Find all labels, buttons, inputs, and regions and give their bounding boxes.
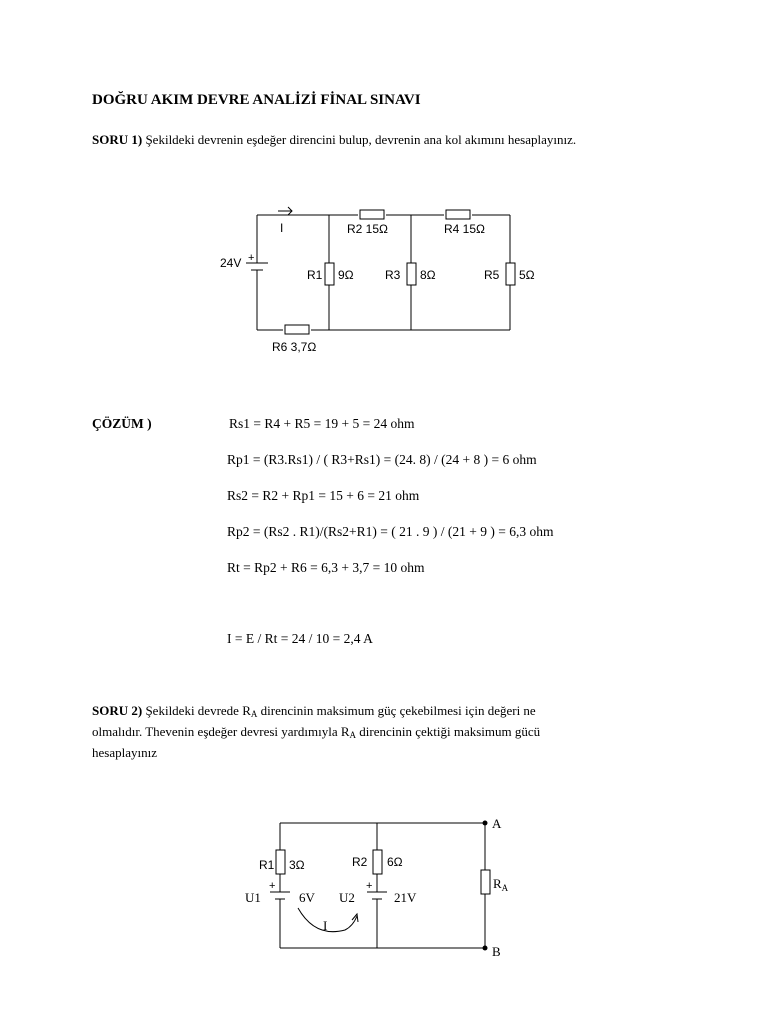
r2-label: R2 15Ω — [347, 222, 388, 236]
source-label: 24V — [220, 256, 242, 270]
resistor-r6 — [285, 325, 309, 334]
question-2-line-3: hesaplayınız — [92, 745, 157, 760]
current-arrow-icon — [298, 908, 357, 932]
r5-label: R5 — [484, 268, 500, 282]
u2-plus-sign: + — [366, 880, 373, 892]
solution-line-4: Rp2 = (Rs2 . R1)/(Rs2+R1) = ( 21 . 9 ) / (21 + 9 ) = 6,3 ohm — [227, 524, 554, 539]
circuit-diagram-1 — [210, 195, 550, 360]
node-b-dot — [483, 946, 488, 951]
solution-line-1: Rs1 = R4 + R5 = 19 + 5 = 24 ohm — [229, 416, 415, 431]
solution-line-2: Rp1 = (R3.Rs1) / ( R3+Rs1) = (24. 8) / (24 + 8 ) = 6 ohm — [227, 452, 537, 467]
u2-value: 21V — [394, 890, 417, 905]
resistor-r5 — [506, 263, 515, 285]
u1-value: 6V — [299, 890, 315, 905]
r6-label: R6 3,7Ω — [272, 340, 317, 354]
question-1 — [92, 131, 576, 149]
r4-label: R4 15Ω — [444, 222, 485, 236]
resistor-r1 — [276, 850, 285, 874]
solution-line-5: Rt = Rp2 + R6 = 6,3 + 3,7 = 10 ohm — [227, 560, 425, 575]
node-a-dot — [483, 821, 488, 826]
node-a-label: A — [492, 816, 502, 831]
u1-plus-sign: + — [269, 880, 276, 892]
question-2-label: SORU 2) — [92, 703, 143, 718]
current-label: I — [323, 918, 328, 933]
u1-label: U1 — [245, 890, 261, 905]
question-2 — [92, 702, 540, 762]
resistor-ra — [481, 870, 490, 894]
resistor-r2 — [373, 850, 382, 874]
resistor-r1 — [325, 263, 334, 285]
resistor-r2 — [360, 210, 384, 219]
question-1-label: SORU 1) — [92, 132, 143, 147]
resistor-r3 — [407, 263, 416, 285]
r2-value: 6Ω — [387, 855, 403, 869]
circuit-diagram-2 — [235, 808, 525, 968]
r2-label: R2 — [352, 855, 368, 869]
solution-label: ÇÖZÜM ) — [92, 416, 152, 431]
question-2-line-1: SORU 2) Şekildeki devrede $R_A$ direncinin maksimum güç çekebilmesi için değeri ne — [92, 703, 536, 719]
ra-label: $R_A$ — [493, 876, 509, 893]
u2-label: U2 — [339, 890, 355, 905]
r5-value: 5Ω — [519, 268, 535, 282]
r1-value: 9Ω — [338, 268, 354, 282]
r3-value: 8Ω — [420, 268, 436, 282]
source-plus-sign: + — [248, 252, 255, 264]
question-2-line-2: olmalıdır. Thevenin eşdeğer devresi yardımıyla $R_A$ direncinin çektiği maksimum gücü — [92, 724, 541, 740]
node-b-label: B — [492, 944, 501, 959]
r1-label: R1 — [307, 268, 323, 282]
r1-value: 3Ω — [289, 858, 305, 872]
question-1-text: Şekildeki devrenin eşdeğer direncini bulup, devrenin ana kol akımını hesaplayınız. — [145, 132, 577, 147]
current-label: I — [280, 221, 284, 235]
r3-label: R3 — [385, 268, 401, 282]
resistor-r4 — [446, 210, 470, 219]
solution-line-6: I = E / Rt = 24 / 10 = 2,4 A — [227, 631, 373, 646]
r1-label: R1 — [259, 858, 275, 872]
page-title: DOĞRU AKIM DEVRE ANALİZİ FİNAL SINAVI — [92, 92, 421, 108]
solution-line-3: Rs2 = R2 + Rp1 = 15 + 6 = 21 ohm — [227, 488, 420, 503]
